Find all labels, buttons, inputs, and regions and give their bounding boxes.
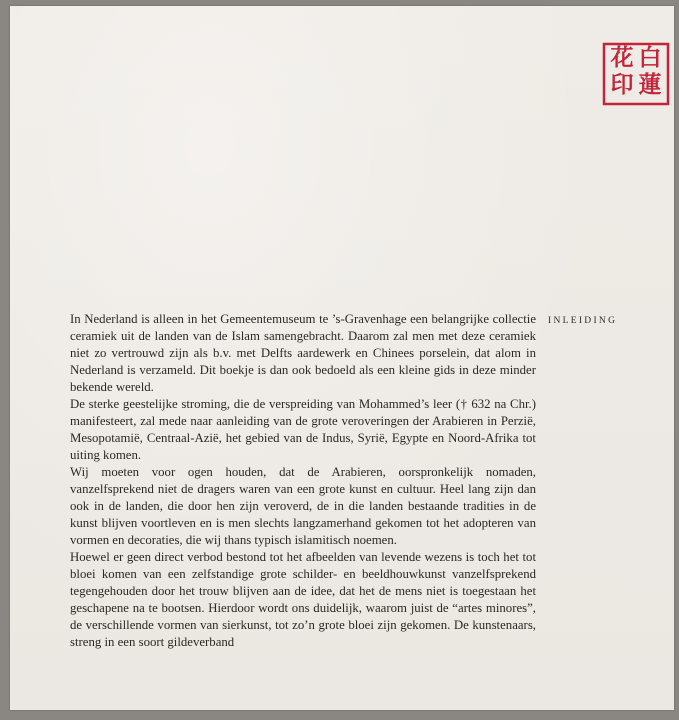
seal-char-1: 白: [638, 45, 662, 71]
paragraph-3: Wij moeten voor ogen houden, dat de Arabieren, oorspronkelijk nomaden, vanzelfsprekend niet de dragers waren van een grote kunst en cultuur. Heel lang zijn dan ook in de landen, die door hen zijn veroverd, de in die landen bestaande tradities in de kunst blijven voortleven en is men slechts langzamerhand gekomen tot het adopteren van vormen en decoraties, die wij thans typisch islamitisch noemen.: [70, 465, 536, 547]
paragraph-4: Hoewel er geen direct verbod bestond tot het afbeelden van levende wezens is toch het tot bloei komen van een zelfstandige grote schilder- en beeldhouwkunst vanzelfsprekend tegengehouden door het trouw blijven aan de idee, dat het de mens niet is toegestaan het geschapene na te bootsen. Hierdoor wordt ons duidelijk, waarom juist de “artes minores”, de verschillende vormen van sierkunst, tot zo’n grote bloei zijn gekomen. De kunstenaars, streng in een soort gildeverband: [70, 550, 536, 649]
paragraph-1: In Nederland is alleen in het Gemeentemuseum te ’s-Gravenhage een belangrijke collectie ceramiek uit de landen van de Islam samengebracht. Daarom zal men met deze ceramiek niet zo vertrouwd zijn als b.v. met Delfts aardewerk en Chinees porselein, dat alom in Nederland is verzameld. Dit boekje is dan ook bedoeld als een kleine gids in deze minder bekende wereld.: [70, 312, 536, 394]
red-seal-stamp: [602, 42, 670, 106]
section-label: INLEIDING: [548, 316, 618, 326]
book-page: [10, 6, 674, 710]
seal-char-2: 蓮: [638, 72, 662, 98]
seal-char-4: 印: [610, 72, 634, 98]
seal-char-3: 花: [610, 45, 634, 71]
paragraph-2: De sterke geestelijke stroming, die de verspreiding van Mohammed’s leer († 632 na Chr.) manifesteert, zal mede naar aanleiding van de grote veroveringen der Arabieren in Perzië, Mesopotamië, Centraal-Azië, het gebied van de Indus, Syrië, Egypte en Noord-Afrika tot uiting komen.: [70, 397, 536, 462]
introduction-text: [70, 311, 536, 651]
